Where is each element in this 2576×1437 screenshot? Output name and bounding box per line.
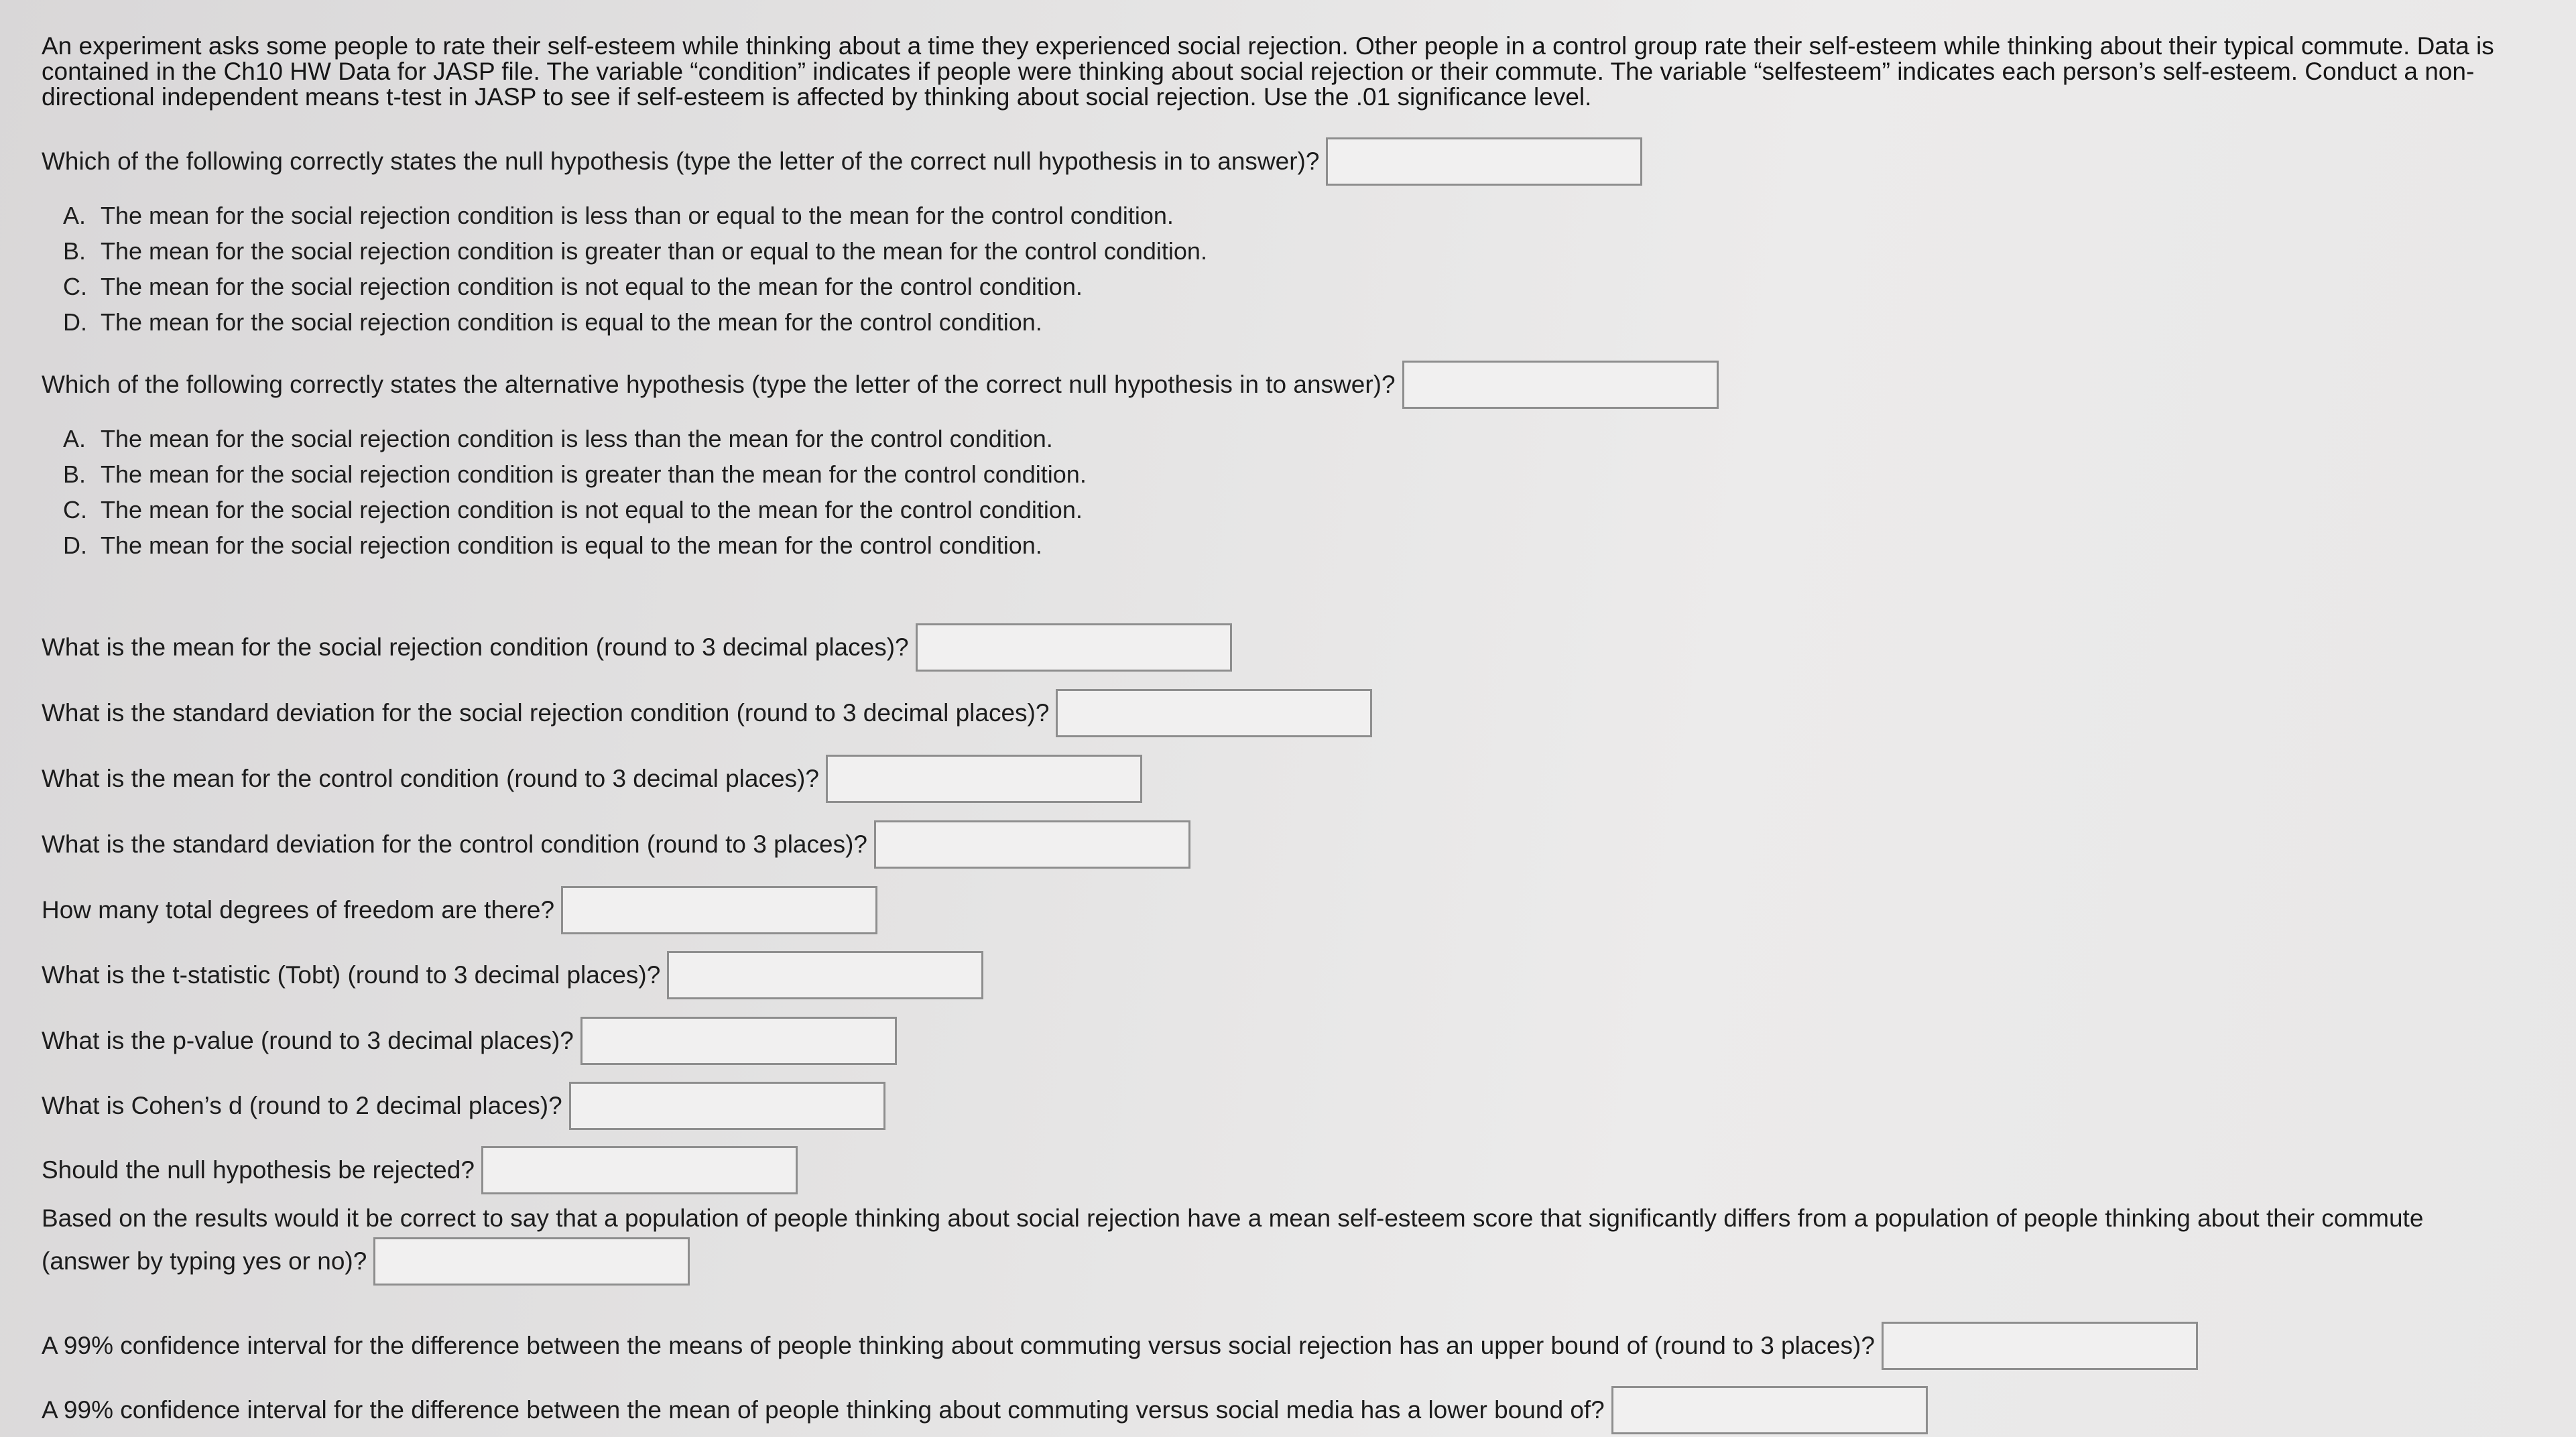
answer-input-mean-rejection[interactable] xyxy=(918,625,1230,670)
null-hypothesis-answer-input[interactable] xyxy=(1328,139,1640,184)
answer-box-population[interactable] xyxy=(373,1237,690,1286)
alt-hypothesis-answer-box[interactable] xyxy=(1402,361,1719,409)
population-question-line1: Based on the results would it be correct to say that a population of people thinking about social rejection have a mean self-esteem score that significantly differs from a population of people thinking about their commute xyxy=(42,1204,2424,1232)
null-option-b: B. The mean for the social rejection condition is greater than or equal to the mean for the control condition. xyxy=(63,237,1207,265)
answer-box-degrees-of-freedom[interactable] xyxy=(561,886,877,934)
question-p-value xyxy=(42,1017,897,1065)
answer-input-degrees-of-freedom[interactable] xyxy=(563,888,875,932)
alt-hypothesis-section xyxy=(42,361,1719,563)
alt-hypothesis-question-text: Which of the following correctly states the alternative hypothesis (type the letter of the correct null hypothesis in to answer)? xyxy=(42,371,1396,398)
null-option-c: C. The mean for the social rejection condition is not equal to the mean for the control condition. xyxy=(63,273,1083,300)
question-text: What is the standard deviation for the control condition (round to 3 places)? xyxy=(42,830,867,858)
question-text: What is the standard deviation for the social rejection condition (round to 3 decimal places)? xyxy=(42,699,1050,727)
answer-input-population[interactable] xyxy=(375,1239,688,1284)
answer-box-ci-lower[interactable] xyxy=(1611,1386,1928,1434)
null-hypothesis-section xyxy=(42,137,1642,340)
answer-input-p-value[interactable] xyxy=(582,1019,895,1063)
alt-hypothesis-question xyxy=(42,361,1719,409)
question-text: What is the mean for the control condition (round to 3 decimal places)? xyxy=(42,765,819,792)
null-option-a: A. The mean for the social rejection condition is less than or equal to the mean for the control condition. xyxy=(63,202,1174,229)
population-question-line2-row xyxy=(42,1237,2562,1286)
question-text: What is the mean for the social rejection condition (round to 3 decimal places)? xyxy=(42,633,909,661)
answer-input-reject-null[interactable] xyxy=(483,1148,796,1192)
answer-input-sd-rejection[interactable] xyxy=(1058,691,1370,735)
answer-box-mean-rejection[interactable] xyxy=(916,623,1232,672)
null-hypothesis-options xyxy=(63,198,1642,340)
answer-box-reject-null[interactable] xyxy=(481,1146,798,1194)
alt-hypothesis-answer-input[interactable] xyxy=(1404,363,1717,407)
question-sd-rejection xyxy=(42,689,1372,737)
answer-box-sd-control[interactable] xyxy=(874,820,1190,869)
null-hypothesis-answer-box[interactable] xyxy=(1326,137,1642,186)
question-text: What is the p-value (round to 3 decimal places)? xyxy=(42,1027,574,1054)
answer-input-ci-lower[interactable] xyxy=(1613,1388,1926,1432)
null-option-d: D. The mean for the social rejection condition is equal to the mean for the control condition. xyxy=(63,308,1042,336)
alt-option-c: C. The mean for the social rejection condition is not equal to the mean for the control condition. xyxy=(63,496,1083,523)
question-text: How many total degrees of freedom are there? xyxy=(42,896,555,924)
population-question-line2: (answer by typing yes or no)? xyxy=(42,1247,367,1275)
question-cohens-d xyxy=(42,1082,885,1130)
question-text: A 99% confidence interval for the difference between the means of people thinking about commuting versus social rejection has an upper bound of (round to 3 places)? xyxy=(42,1332,1875,1359)
answer-input-t-statistic[interactable] xyxy=(669,953,981,997)
alt-option-b: B. The mean for the social rejection condition is greater than the mean for the control condition. xyxy=(63,460,1087,488)
answer-input-mean-control[interactable] xyxy=(828,757,1140,801)
question-text: A 99% confidence interval for the difference between the mean of people thinking about commuting versus social media has a lower bound of? xyxy=(42,1396,1605,1424)
intro-paragraph: An experiment asks some people to rate their self-esteem while thinking about a time they experienced social rejection. Other people in a control group rate their self-esteem while thinking about their typical commute. Data is contained in the Ch10 HW Data for JASP file. The variable “condition” indicates if people were thinking about social rejection or their commute. The variable “selfesteem” indicates each person’s self-esteem. Conduct a non-directional independent means t-test in JASP to see if self-esteem is affected by thinking about social rejection. Use the .01 significance level. xyxy=(42,32,2494,111)
question-t-statistic xyxy=(42,951,983,999)
question-text: What is Cohen’s d (round to 2 decimal places)? xyxy=(42,1092,562,1119)
question-reject-null xyxy=(42,1146,798,1194)
question-ci-upper xyxy=(42,1322,2198,1370)
answer-box-sd-rejection[interactable] xyxy=(1056,689,1372,737)
answer-box-p-value[interactable] xyxy=(580,1017,897,1065)
question-degrees-of-freedom xyxy=(42,886,877,934)
null-hypothesis-question-text: Which of the following correctly states the null hypothesis (type the letter of the correct null hypothesis in to answer)? xyxy=(42,147,1320,175)
answer-input-sd-control[interactable] xyxy=(876,822,1188,867)
assignment-page xyxy=(42,32,2562,1424)
question-population xyxy=(42,1200,2562,1286)
answer-input-ci-upper[interactable] xyxy=(1884,1324,2196,1368)
question-text: Should the null hypothesis be rejected? xyxy=(42,1156,475,1184)
question-ci-lower xyxy=(42,1386,1928,1434)
alt-option-a: A. The mean for the social rejection condition is less than the mean for the control condition. xyxy=(63,425,1053,452)
answer-box-mean-control[interactable] xyxy=(826,755,1142,803)
answer-input-cohens-d[interactable] xyxy=(571,1084,883,1128)
null-hypothesis-question xyxy=(42,137,1642,186)
answer-box-t-statistic[interactable] xyxy=(667,951,983,999)
alt-option-d: D. The mean for the social rejection condition is equal to the mean for the control condition. xyxy=(63,532,1042,559)
answer-box-cohens-d[interactable] xyxy=(569,1082,885,1130)
question-text: What is the t-statistic (Tobt) (round to 3 decimal places)? xyxy=(42,961,661,989)
question-mean-rejection xyxy=(42,623,1232,672)
question-mean-control xyxy=(42,755,1142,803)
question-sd-control xyxy=(42,820,1190,869)
alt-hypothesis-options xyxy=(63,421,1719,563)
answer-box-ci-upper[interactable] xyxy=(1882,1322,2198,1370)
